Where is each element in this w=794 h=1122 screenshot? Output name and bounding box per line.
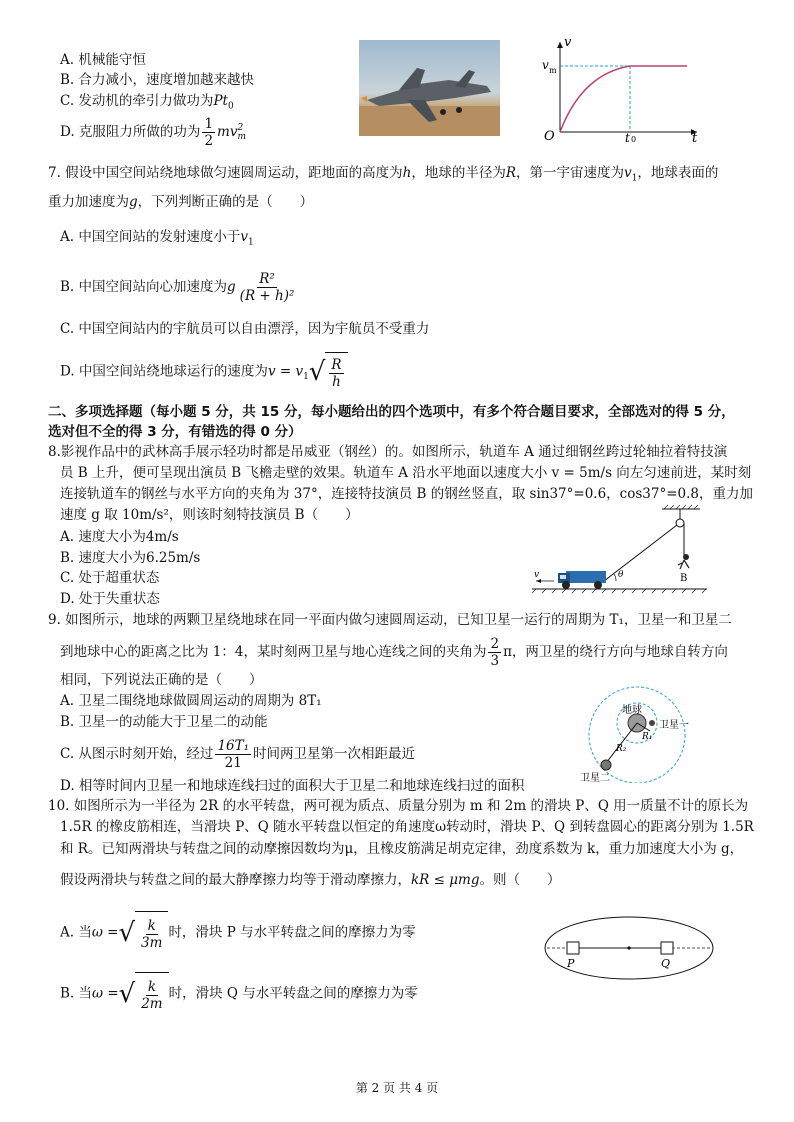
q7-line-1-d: ，地球表面的 — [637, 165, 719, 181]
q7-option-a-v: v — [240, 229, 248, 245]
q6-vt-graph — [532, 34, 707, 142]
slider-q-icon — [661, 942, 673, 954]
q9-option-c-post: 时间两卫星第一次相距最近 — [253, 746, 416, 762]
q9-option-c-num: 16T₁ — [217, 738, 250, 754]
q10-option-a-post: 时，滑块 P 与水平转盘之间的摩擦力为零 — [168, 924, 416, 941]
q7-option-a-text: A. 中国空间站的发射速度小于 — [60, 229, 241, 245]
q9-line-2 — [60, 634, 728, 670]
q10-option-b-num: k — [147, 979, 156, 995]
q10-option-a-frac — [139, 918, 164, 951]
q6-option-d-expr: mv — [217, 124, 238, 140]
q10-option-a — [60, 911, 416, 955]
q10-line-4 — [60, 871, 560, 889]
q7-option-a-sub: 1 — [247, 237, 254, 248]
q10-line-4-expr: kR ≤ μmg — [411, 872, 480, 888]
q10-option-b-post: 时，滑块 Q 与水平转盘之间的摩擦力为零 — [168, 985, 418, 1002]
q6-option-d-sup: 2 — [237, 122, 244, 133]
q10-option-b-text: B. 当 — [60, 985, 93, 1002]
q7-line-1-c: ，第一宇宙速度为 — [516, 165, 625, 181]
q7-line-1-b: ，地球的半径为 — [411, 165, 506, 181]
q8-option-a: A. 速度大小为4m/s — [60, 529, 179, 545]
q7-option-c: C. 中国空间站内的宇航员可以自由漂浮，因为宇航员不受重力 — [60, 321, 430, 337]
q6-graph-vm: v — [542, 58, 549, 72]
q9-line-2-frac — [488, 636, 501, 669]
q10-figure — [543, 915, 715, 981]
q6-option-c-sub: 0 — [227, 101, 234, 112]
q7-option-a — [60, 228, 254, 252]
page-footer: 第 2 页 共 4 页 — [355, 1081, 439, 1095]
q9-fig-r1: R₁ — [642, 732, 653, 742]
q7-option-d-num: R — [331, 357, 342, 373]
q7-option-d-text: D. 中国空间站绕地球运行的速度为 — [60, 363, 268, 380]
q6-option-c — [60, 92, 234, 116]
satellite-2-icon — [601, 760, 611, 770]
q6-graph-y-label: v — [564, 35, 572, 50]
q9-fig-r2: R₂ — [616, 744, 627, 754]
q8-option-d: D. 处于失重状态 — [60, 591, 160, 607]
q6-option-d-den: 2 — [204, 133, 214, 149]
q6-option-d-frac — [202, 116, 215, 149]
truck-a-icon — [558, 571, 606, 589]
q10-option-a-lhs: ω = — [91, 924, 119, 941]
q6-option-d-text: D. 克服阻力所做的功为 — [60, 124, 201, 140]
q9-line-2-b: π，两卫星的绕行方向与地球自转方向 — [503, 644, 728, 660]
slider-p-icon — [567, 942, 579, 954]
section2-heading-line-2: 选对但不全的得 3 分，有错选的得 0 分） — [48, 424, 302, 440]
q9-fig-sat1: 卫星一 — [659, 720, 689, 731]
q7-option-b-frac — [238, 271, 297, 304]
jet-photo — [359, 40, 500, 136]
q9-fig-sat2: 卫星二 — [580, 773, 610, 783]
q9-option-d: D. 相等时间内卫星一和地球连线扫过的面积大于卫星二和地球连线扫过的面积 — [60, 778, 525, 794]
q10-option-a-num: k — [147, 918, 156, 934]
q8-line-3: 连接轨道车的钢丝与水平方向的夹角为 37°，连接特技演员 B 的钢丝竖直，取 sin37°=0.6，cos37°=0.8，重力加 — [60, 486, 753, 502]
q10-option-b-frac — [139, 979, 164, 1012]
q9-option-c-den: 21 — [224, 755, 242, 771]
q7-v1: v — [624, 165, 632, 181]
q10-line-4-a: 假设两滑块与转盘之间的最大静摩擦力均等于滑动摩擦力， — [60, 872, 411, 888]
q6-graph-t0-sub: 0 — [631, 135, 637, 142]
q7-line-2-b: ，下列判断正确的是（ ） — [137, 194, 314, 210]
q6-option-d-num: 1 — [204, 116, 214, 132]
q7-R: R — [505, 165, 517, 181]
q6-graph-vm-sub: m — [549, 66, 557, 75]
q7-option-d-sqrt: √ $\frac{R}{h}$ — [309, 352, 348, 392]
q7-option-b — [60, 269, 298, 305]
q10-option-a-den: 3m — [141, 935, 163, 951]
q7-line-1-a: 7. 假设中国空间站绕地球做匀速圆周运动，距地面的高度为 — [48, 165, 403, 181]
q8-fig-angle: θ — [618, 570, 624, 580]
q7-option-b-den: (R + h)² — [239, 288, 295, 304]
q6-option-b: B. 合力减小，速度增加越来越快 — [60, 72, 255, 88]
q9-option-c-text: C. 从图示时刻开始，经过 — [60, 746, 214, 762]
q8-line-4: 速度 g 取 10m/s²，则该时刻特技演员 B（ ） — [60, 507, 359, 523]
q10-option-b-den: 2m — [141, 996, 163, 1012]
q8-figure — [532, 505, 712, 607]
q10-line-4-b: 。则（ ） — [479, 872, 561, 888]
jet-image — [359, 40, 500, 136]
q10-fig-p: P — [567, 957, 575, 970]
q7-option-d-sub: 1 — [303, 372, 309, 383]
q7-option-d — [60, 352, 348, 396]
q8-fig-v: v — [534, 570, 540, 580]
q9-line-3: 相同，下列说法正确的是（ ） — [60, 672, 263, 688]
q6-option-a: A. 机械能守恒 — [60, 52, 146, 68]
q10-option-b-sqrt: √ $\frac{k}{2m}$ — [119, 972, 169, 1016]
q10-option-b-lhs: ω = — [92, 985, 119, 1002]
section2-heading-line-1: 二、多项选择题（每小题 5 分，共 15 分，每小题给出的四个选项中，有多个符合题目要求，全部选对的得 5 分， — [48, 404, 735, 420]
q7-h: h — [402, 165, 412, 181]
q7-option-d-frac — [329, 357, 343, 390]
q7-line-2 — [48, 193, 313, 211]
q8-fig-b: B — [680, 573, 688, 584]
q6-graph-t0: t — [625, 131, 630, 142]
q7-v1-sub: 1 — [631, 173, 638, 184]
q10-line-3: 和 R。已知两滑块与转盘之间的动摩擦因数均为μ，且橡皮筋满足胡克定律，劲度系数为 k，重力加速度大小为 g， — [60, 841, 744, 857]
q7-option-d-lhs: v = v — [267, 363, 304, 380]
q9-line-2-num: 2 — [490, 636, 500, 652]
q9-figure — [580, 683, 725, 783]
q10-option-b — [60, 972, 418, 1016]
q9-option-b: B. 卫星一的动能大于卫星二的动能 — [60, 714, 268, 730]
q9-line-2-den: 3 — [490, 653, 500, 669]
q6-option-c-text: C. 发动机的牵引力做功为 — [60, 93, 214, 109]
q9-line-1: 9. 如图所示，地球的两颗卫星绕地球在同一平面内做匀速圆周运动，已知卫星一运行的周期为 T₁，卫星一和卫星二 — [48, 612, 732, 628]
q6-graph-x-label: t — [692, 131, 698, 142]
q7-g: g — [129, 194, 138, 210]
q9-option-c-frac — [215, 738, 251, 771]
q10-line-2: 1.5R 的橡皮筋相连，当滑块 P、Q 随水平转盘以恒定的角速度ω转动时，滑块 P、Q 到转盘圆心的距离分别为 1.5R — [60, 819, 754, 835]
q6-graph-origin: O — [544, 129, 555, 142]
q7-option-b-g: g — [227, 279, 236, 295]
q6-option-c-expr: Pt — [213, 93, 228, 109]
q8-line-2: 员 B 上升，便可呈现出演员 B 飞檐走壁的效果。轨道车 A 沿水平地面以速度大小 v = 5m/s 向左匀速前进，某时刻 — [60, 465, 752, 481]
q7-line-2-a: 重力加速度为 — [48, 194, 129, 210]
q8-line-1: 8.影视作品中的武林高手展示轻功时都是吊威亚（钢丝）的。如图所示，轨道车 A 通过细钢丝跨过轮轴拉着特技演 — [48, 444, 728, 460]
satellite-1-icon — [649, 720, 655, 726]
q10-option-a-text: A. 当 — [60, 924, 92, 941]
performer-b-icon — [683, 554, 689, 560]
q10-line-1: 10. 如图所示为一半径为 2R 的水平转盘，两可视为质点、质量分别为 m 和 2m 的滑块 P、Q 用一质量不计的原长为 — [48, 798, 749, 814]
q8-option-b: B. 速度大小为6.25m/s — [60, 550, 201, 566]
q6-option-d-sub: m — [237, 131, 247, 142]
q7-option-b-text: B. 中国空间站向心加速度为 — [60, 279, 228, 295]
q7-option-d-den: h — [332, 374, 341, 390]
q10-fig-q: Q — [661, 957, 671, 970]
q7-option-b-num: R² — [259, 271, 275, 287]
q9-line-2-a: 到地球中心的距离之比为 1：4，某时刻两卫星与地心连线之间的夹角为 — [60, 644, 487, 660]
q9-fig-earth: 地球 — [622, 705, 642, 716]
q6-option-d — [60, 116, 246, 149]
q7-line-1 — [48, 164, 718, 188]
q8-option-c: C. 处于超重状态 — [60, 570, 160, 586]
q9-option-c — [60, 734, 415, 774]
q9-option-a: A. 卫星二围绕地球做圆周运动的周期为 8T₁ — [60, 693, 322, 709]
q10-option-a-sqrt: √ $\frac{k}{3m}$ — [118, 911, 168, 955]
